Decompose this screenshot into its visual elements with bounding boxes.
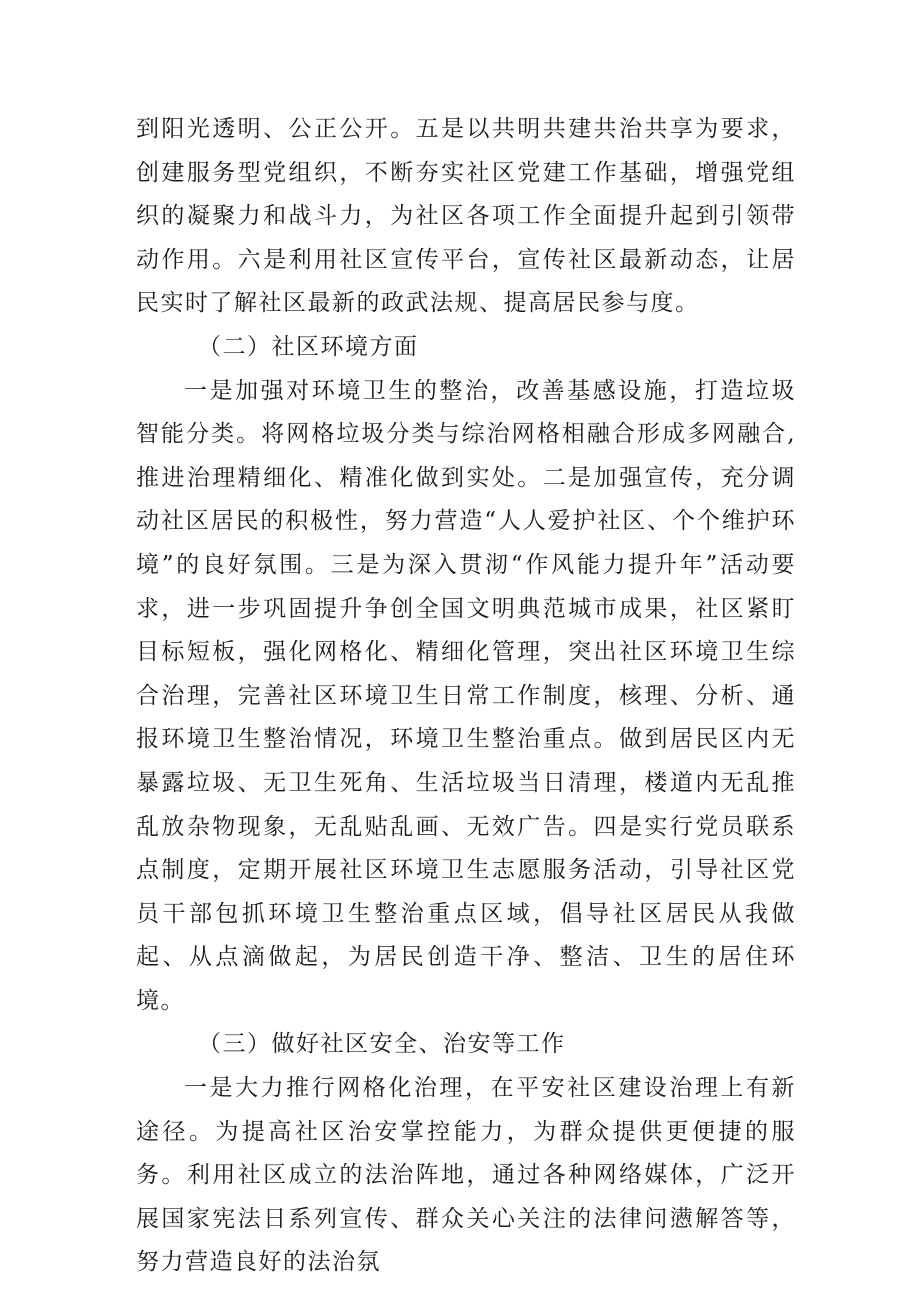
- paragraph-community-environment: 一是加强对环境卫生的整治，改善基感设施，打造垃圾智能分类。将网格垃圾分类与综治网格相融合形成多网融合,推进治理精细化、精准化做到实处。二是加强宣传，充分调动社区居民的积极性，努力营造“人人爱护社区、个个维护环境”的良好氛围。三是为深入贯沏“作风能力提升年”活动要求，进一步巩固提升争创全国文明典范城市成果，社区紧盯目标短板，强化网格化、精细化管理，突出社区环境卫生综合治理，完善社区环境卫生日常工作制度，核理、分析、通报环境卫生整治情况，环境卫生整治重点。做到居民区内无暴露垃圾、无卫生死角、生活垃圾当日清理，楼道内无乱推乱放杂物现象，无乱贴乱画、无效广告。四是实行党员联系点制度，定期开展社区环境卫生志愿服务活动，引导社区党员干部包抓环境卫生整治重点区域，倡导社区居民从我做起、从点滴做起，为居民创造干净、整洁、卫生的居住环境。: [136, 377, 796, 1014]
- section-heading-community-environment: （二）社区环境方面: [198, 333, 419, 360]
- paragraph-community-safety: 一是大力推行网格化治理，在平安社区建设治理上有新途径。为提高社区治安掌控能力，为群众提供更便捷的服务。利用社区成立的法治阵地，通过各种网络媒体，广泛开展国家宪法日系列宣传、群众关心关注的法律问懑解答等，努力营造良好的法治氛: [136, 1075, 796, 1276]
- paragraph-intro-continuation: 到阳光透明、公正公开。五是以共明共建共治共享为要求，创建服务型党组织，不断夯实社区党建工作基础，增强党组织的凝聚力和战斗力，为社区各项工作全面提升起到引领带动作用。六是利用社区宣传平台，宣传社区最新动态，让居民实时了解社区最新的政武法规、提高居民参与度。: [136, 116, 796, 317]
- document-body: [136, 108, 796, 1285]
- section-heading-community-safety: （三）做好社区安全、治安等工作: [198, 1031, 566, 1058]
